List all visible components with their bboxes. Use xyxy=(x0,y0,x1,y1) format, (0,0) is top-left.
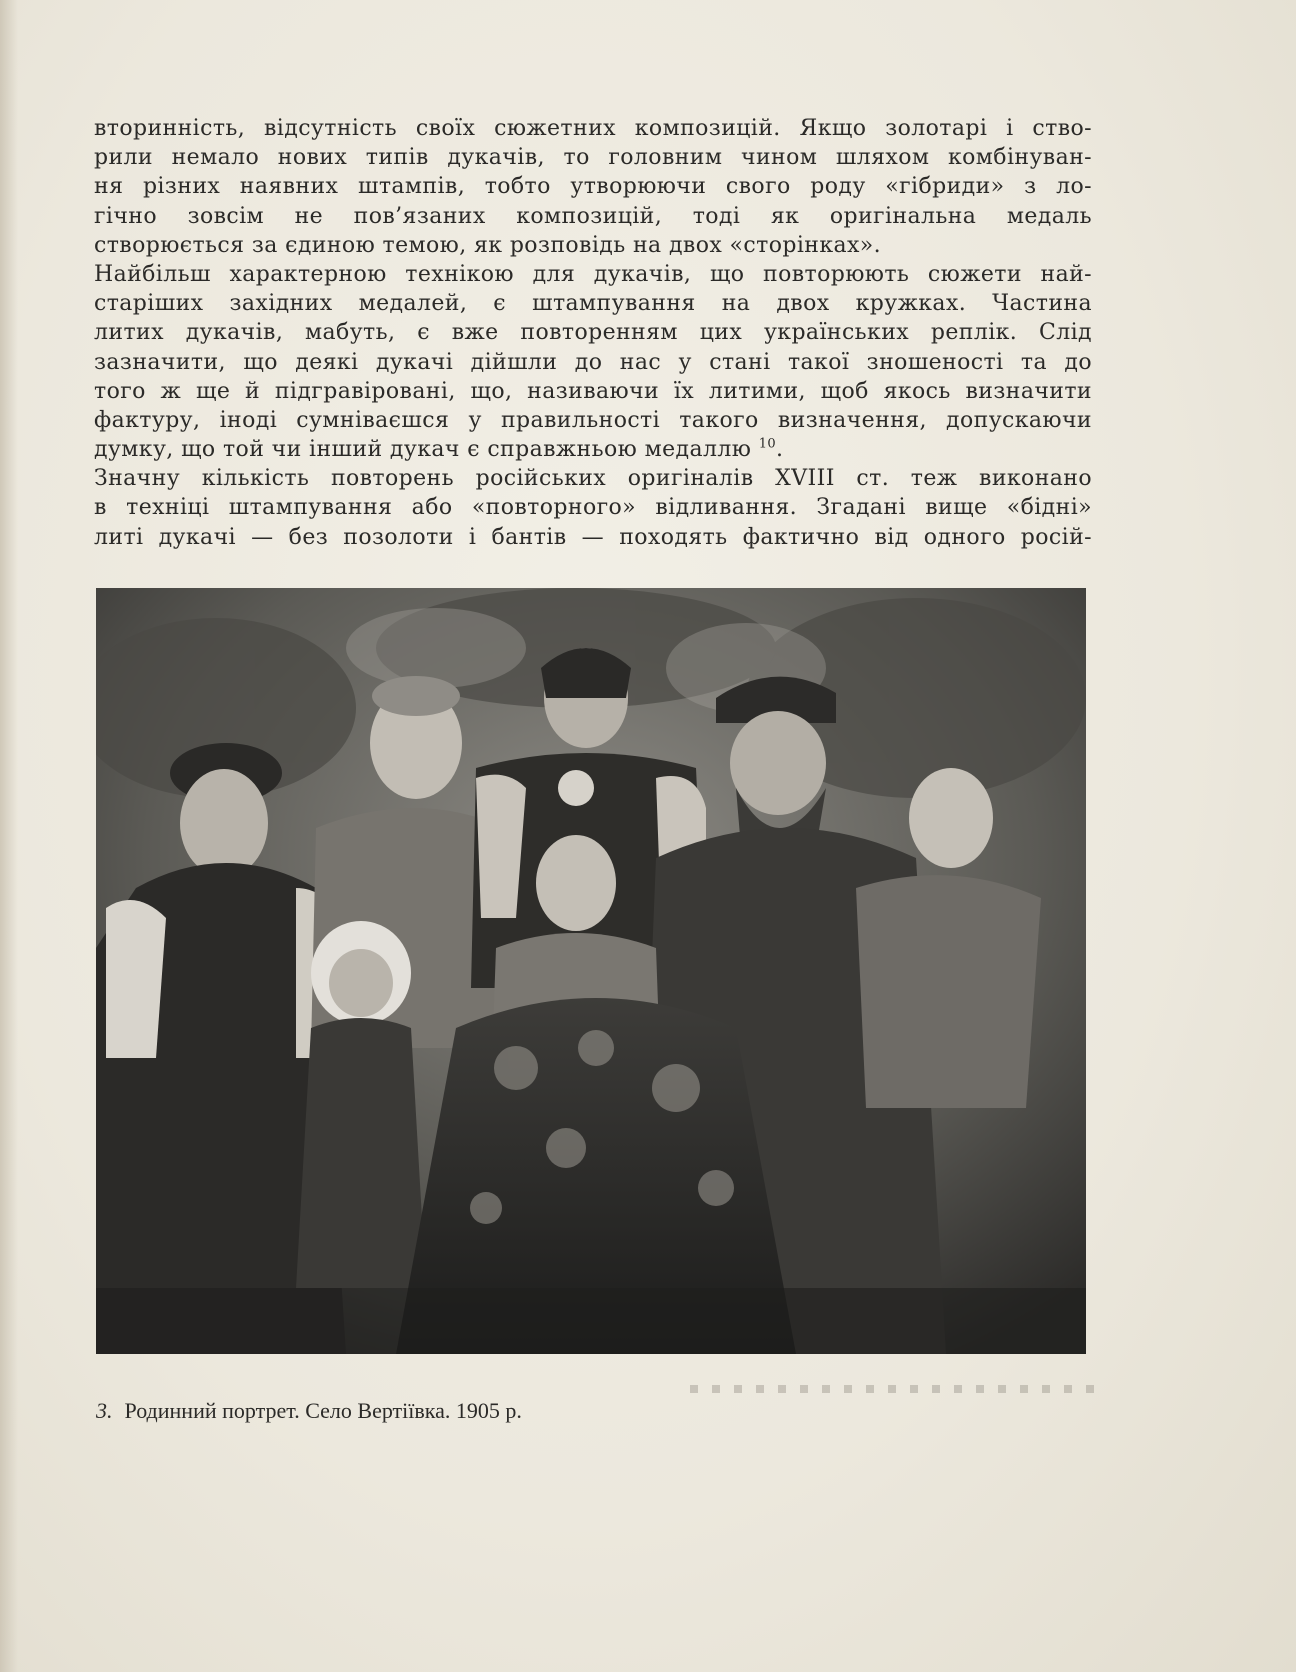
text-line: Найбільш характерною технікою для дукачів, що повторюють сюжети най- xyxy=(94,261,1092,287)
print-smudge xyxy=(690,1385,1100,1393)
figure-little-girl xyxy=(296,921,426,1288)
text-line-with-footnote xyxy=(94,435,1092,464)
figure-number: 3. xyxy=(96,1398,113,1423)
family-portrait-photo xyxy=(96,588,1086,1354)
text-line: рили немало нових типів дукачів, то головним чином шляхом комбінуван- xyxy=(94,145,1092,171)
text-line: того ж ще й підгравіровані, що, називаючи їх литими, щоб якось визначити xyxy=(94,378,1092,404)
page-gutter-shadow xyxy=(0,0,18,1672)
text-line: створюється за єдиною темою, як розповідь на двох «сторінках». xyxy=(94,232,882,258)
footnote-reference: 10 xyxy=(758,436,777,452)
figure-caption xyxy=(96,1398,522,1424)
text-line: литих дукачів, мабуть, є вже повторенням цих українських реплік. Слід xyxy=(94,320,1092,346)
text-line: в техніці штампування або «повторного» відливання. Згадані вище «бідні» xyxy=(94,495,1092,521)
text-line: Значну кількість повторень російських оригіналів XVIII ст. теж виконано xyxy=(94,466,1092,492)
text-line: фактуру, іноді сумніваєшся у правильності такого визначення, допускаючи xyxy=(94,407,1092,433)
body-text xyxy=(94,114,1092,552)
figure-caption-text: Родинний портрет. Село Вертіївка. 1905 р. xyxy=(124,1398,522,1423)
footnote-tail: . xyxy=(776,437,784,463)
text-line-content: думку, що той чи інший дукач є справжньою медаллю xyxy=(94,437,752,463)
text-line: литі дукачі — без позолоти і бантів — походять фактично від одного росій- xyxy=(94,524,1092,550)
text-line: старіших західних медалей, є штампування на двох кружках. Частина xyxy=(94,291,1092,317)
text-line: ня різних наявних штампів, тобто утворюючи свого роду «гібриди» з ло- xyxy=(94,174,1092,200)
text-line: гічно зовсім не пов’язаних композицій, тоді як оригінальна медаль xyxy=(94,203,1092,229)
text-line: вторинність, відсутність своїх сюжетних композицій. Якщо золотарі і ство- xyxy=(94,116,1092,141)
text-line: зазначити, що деякі дукачі дійшли до нас у стані такої зношеності та до xyxy=(94,349,1092,375)
